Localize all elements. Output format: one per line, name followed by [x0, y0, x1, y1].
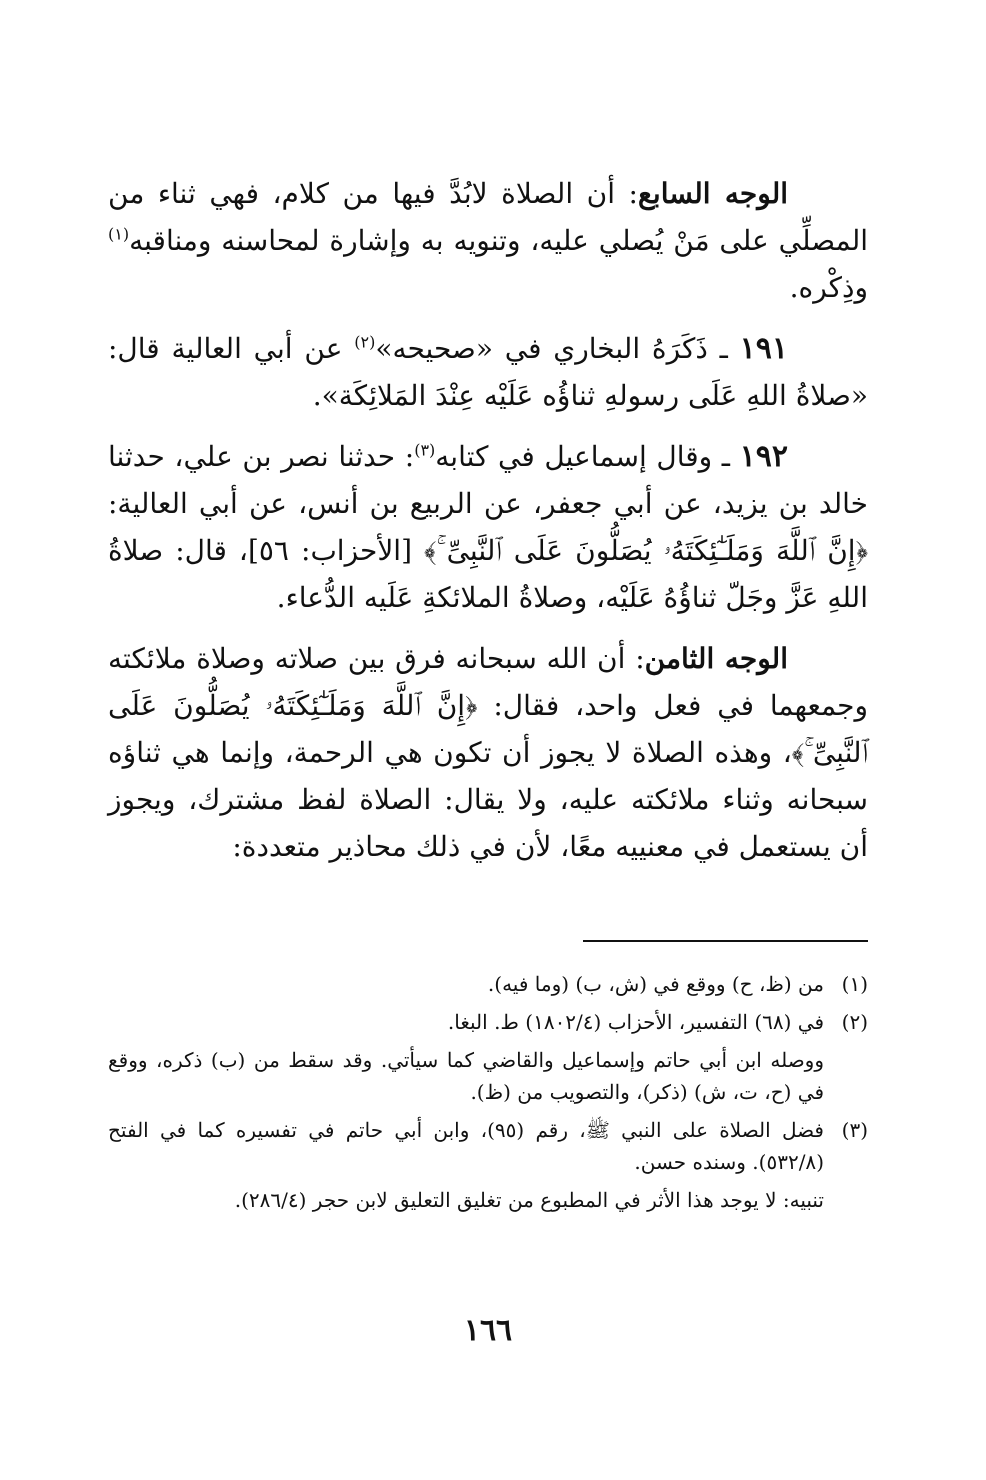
footnote-text: من (ظ، ح) ووقع في (ش، ب) (وما فيه).	[487, 972, 824, 996]
paragraph-text: ـ وقال إسماعيل في كتابه	[435, 440, 740, 473]
footnote-marker: (٢)	[841, 1010, 868, 1034]
footnote-1	[108, 968, 868, 1000]
narration-number: ١٩٢	[739, 439, 788, 474]
paragraph-text: وذِكْره.	[789, 271, 868, 304]
narration-number: ١٩١	[739, 331, 788, 366]
footnote-3-note: تنبيه: لا يوجد هذا الأثر في المطبوع من تغليق التعليق لابن حجر (٢٨٦/٤).	[234, 1188, 824, 1212]
paragraph-seventh-aspect	[108, 170, 868, 311]
section-heading: الوجه الثامن	[644, 642, 788, 675]
paragraph-text: : أن الله سبحانه فرق بين صلاته وصلاة ملائكته وجمعهما في فعل واحد، فقال: ﴿إِنَّ ٱللَّهَ وَمَلَـٰٓئِكَتَهُۥ يُصَلُّونَ عَلَى ٱلنَّبِىِّ ۚ﴾، وهذه الصلاة لا يجوز أن تكون هي الرحمة، وإنما هي ثناؤه سبحانه وثناء ملائكته عليه، ولا يقال: الصلاة لفظ مشترك، ويجوز أن يستعمل في معنييه معًا، لأن في ذلك محاذير متعددة:	[108, 642, 868, 863]
footnote-divider	[583, 940, 868, 942]
footnote-ref[interactable]: (٢)	[354, 332, 376, 352]
footnote-ref[interactable]: (٣)	[414, 440, 436, 460]
footnote-marker: (١)	[841, 972, 868, 996]
footnote-text: فضل الصلاة على النبي ﷺ، رقم (٩٥)، وابن أبي حاتم في تفسيره كما في الفتح (٥٣٢/٨). وسنده حسن.	[108, 1118, 824, 1174]
footnote-ref[interactable]: (١)	[108, 224, 130, 244]
footnotes	[108, 968, 868, 1222]
paragraph-text: : أن الصلاة لابُدَّ فيها من كلام، فهي ثناء من المصلِّي على مَنْ يُصلي عليه، وتنويه به وإشارة لمحاسنه ومناقبه	[108, 177, 868, 257]
paragraph-narration-191	[108, 325, 868, 419]
paragraph-eighth-aspect	[108, 635, 868, 870]
footnote-2	[108, 1006, 868, 1038]
paragraph-text: : حدثنا نصر بن علي، حدثنا خالد بن يزيد، عن أبي جعفر، عن الربيع بن أنس، عن أبي العالية: ﴿إِنَّ ٱللَّهَ وَمَلَـٰٓئِكَتَهُۥ يُصَلُّونَ عَلَى ٱلنَّبِىِّ ۚ﴾ [الأحزاب: ٥٦]، قال: صلاةُ اللهِ عَزَّ وجَلّ ثناؤُهُ عَلَيْه، وصلاةُ الملائكةِ عَلَيه الدُّعاء.	[108, 440, 868, 614]
book-page	[108, 170, 868, 1350]
paragraph-narration-192	[108, 433, 868, 621]
paragraph-text: عن أبي العالية قال: «صلاةُ اللهِ عَلَى رسولهِ ثناؤُه عَلَيْه عِنْدَ المَلائِكَة».	[108, 332, 868, 412]
main-text	[108, 170, 868, 870]
section-heading: الوجه السابع	[638, 177, 789, 210]
paragraph-text: ـ ذَكَرَهُ البخاري في «صحيحه»	[375, 332, 740, 365]
footnote-marker: (٣)	[841, 1118, 868, 1142]
footnote-3	[108, 1114, 868, 1178]
footnote-text: في (٦٨) التفسير، الأحزاب (١٨٠٢/٤) ط. البغا.	[447, 1010, 824, 1034]
page-number: ١٦٦	[463, 1313, 513, 1348]
footnote-2-note: ووصله ابن أبي حاتم وإسماعيل والقاضي كما سيأتي. وقد سقط من (ب) ذكره، ووقع في (ح، ت، ش) (ذكر)، والتصويب من (ظ).	[108, 1048, 824, 1104]
